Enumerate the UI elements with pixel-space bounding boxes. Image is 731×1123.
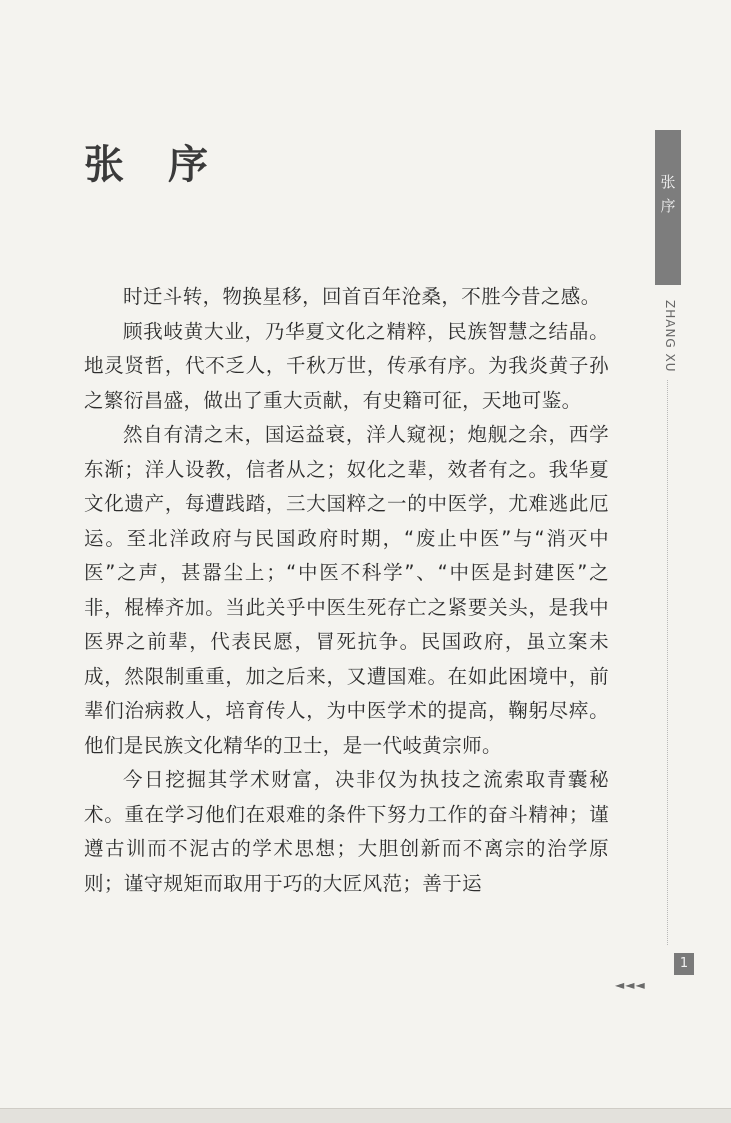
side-pinyin-label: ZHANG XU [663,300,677,373]
paragraph-4: 今日挖掘其学术财富，决非仅为执技之流索取青囊秘术。重在学习他们在艰难的条件下努力工作的奋斗精神；谨遵古训而不泥古的学术思想；大胆创新而不离宗的治学原则；谨守规矩而取用于巧的大匠风范；善于运 [84,768,609,895]
paragraph-2: 顾我岐黄大业，乃华夏文化之精粹，民族智慧之结晶。地灵贤哲，代不乏人，千秋万世，传承有序。为我炎黄子孙之繁衍昌盛，做出了重大贡献，有史籍可征，天地可鉴。 [84,319,609,412]
chapter-side-tab [655,130,681,285]
page-number: 1 [674,953,694,975]
preface-body [84,280,609,901]
margin-dotted-line [667,380,668,945]
page-title: 张 序 [84,141,210,188]
side-tab-char-2: 序 [660,197,676,215]
paragraph-1: 时迁斗转，物换星移，回首百年沧桑，不胜今昔之感。 [123,285,601,308]
paragraph-3: 然自有清之末，国运益衰，洋人窥视；炮舰之余，西学东渐；洋人设教，信者从之；奴化之辈，效者有之。我华夏文化遗产，每遭践踏，三大国粹之一的中医学，尤难逃此厄运。至北洋政府与民国政府时期，“废止中医”与“消灭中医”之声，甚嚣尘上；“中医不科学”、“中医是封建医”之非，棍棒齐加。当此关乎中医生死存亡之紧要关头，是我中医界之前辈，代表民愿，冒死抗争。民国政府，虽立案未成，然限制重重，加之后来，又遭国难。在如此困境中，前辈们治病救人，培育传人，为中医学术的提高，鞠躬尽瘁。他们是民族文化精华的卫士，是一代岐黄宗师。 [84,423,609,757]
triple-arrow-icon: ◄◄◄ [615,978,646,992]
bleed-through-text [240,140,260,172]
side-tab-char-1: 张 [660,173,676,191]
page-bottom-edge [0,1108,731,1123]
